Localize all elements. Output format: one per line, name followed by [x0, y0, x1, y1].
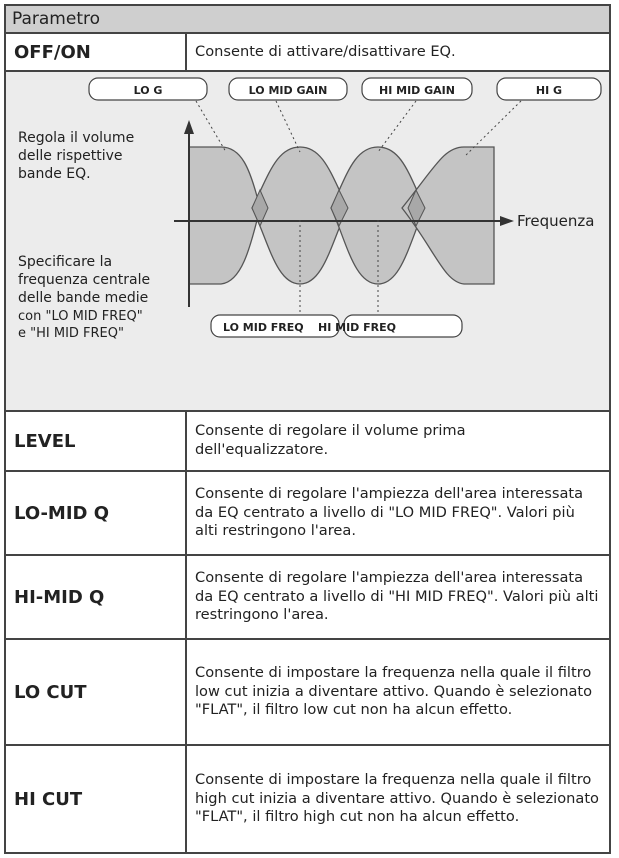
- volume-text: [18, 130, 139, 182]
- freq-text-line: Specificare la: [18, 254, 113, 270]
- freq-text-line: delle bande medie: [18, 290, 149, 306]
- eq-diagram-row: [6, 70, 609, 410]
- param-name: LO CUT: [6, 640, 187, 744]
- param-name: HI CUT: [6, 746, 187, 852]
- table-header: [6, 6, 609, 32]
- param-desc: Consente di impostare la frequenza nella quale il filtro high cut inizia a diventare attivo. Quando è selezionato "FLAT", il filtro high cut non ha alcun effetto.: [195, 770, 599, 826]
- param-desc: Consente di regolare l'ampiezza dell'area interessata da EQ centrato a livello di "LO MID FREQ". Valori più alti restringono l'area.: [195, 484, 584, 540]
- param-name: LO-MID Q: [6, 472, 187, 554]
- y-axis-arrow: [184, 120, 194, 134]
- lo-shelf-band: [189, 147, 260, 284]
- param-name: HI-MID Q: [6, 556, 187, 638]
- table-row-lo-cut: [6, 638, 609, 744]
- hi-mid-freq-label: HI MID FREQ: [318, 321, 396, 334]
- lo-mid-gain-label: LO MID GAIN: [248, 84, 328, 97]
- freq-text-line: con "LO MID FREQ": [18, 309, 143, 324]
- param-desc: Consente di regolare l'ampiezza dell'area interessata da EQ centrato a livello di "HI MID FREQ". Valori più alti restringono l'area.: [195, 568, 599, 624]
- header-label: Parametro: [12, 9, 101, 29]
- volume-text-line: bande EQ.: [18, 166, 91, 182]
- volume-text-line: delle rispettive: [18, 148, 123, 164]
- leader-lo-g: [196, 101, 226, 152]
- freq-text: [18, 254, 155, 341]
- param-desc: Consente di attivare/disattivare EQ.: [195, 42, 456, 60]
- table-row-hi-cut: [6, 744, 609, 852]
- x-axis-arrow: [500, 216, 514, 226]
- freq-text-line: e "HI MID FREQ": [18, 326, 124, 341]
- table-row-lo-mid-q: [6, 470, 609, 554]
- table-row-level: [6, 410, 609, 470]
- table-row-hi-mid-q: [6, 554, 609, 638]
- freq-text-line: frequenza centrale: [18, 272, 151, 288]
- leader-lo-mid-gain: [276, 101, 300, 152]
- param-desc: Consente di impostare la frequenza nella quale il filtro low cut inizia a diventare attivo. Quando è selezionato "FLAT", il filtro low cut non ha alcun effetto.: [195, 663, 593, 719]
- lo-mid-freq-label: LO MID FREQ: [223, 321, 304, 334]
- eq-diagram: [6, 72, 609, 408]
- parameter-table: [4, 4, 611, 854]
- table-row-off-on: [6, 32, 609, 70]
- volume-text-line: Regola il volume: [18, 130, 135, 146]
- hi-mid-gain-label: HI MID GAIN: [379, 84, 455, 97]
- hi-g-label: HI G: [535, 84, 563, 97]
- leader-hi-mid-gain: [378, 101, 416, 152]
- param-name: OFF/ON: [6, 34, 187, 70]
- freq-axis-label: Frequenza: [517, 212, 595, 230]
- lo-g-label: LO G: [133, 84, 163, 97]
- param-desc: Consente di regolare il volume prima dell'equalizzatore.: [195, 422, 466, 458]
- param-name: LEVEL: [6, 412, 187, 470]
